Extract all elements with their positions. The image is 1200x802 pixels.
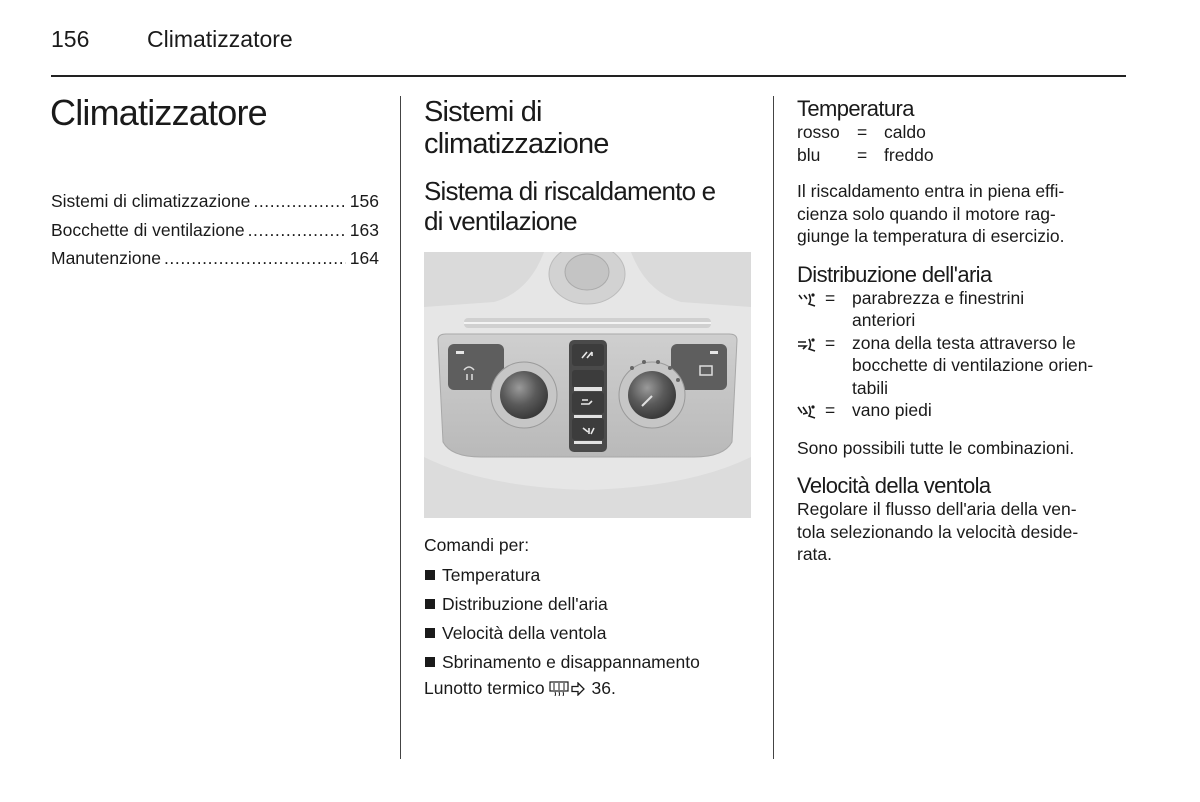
- rear-window-heater-icon: [549, 679, 569, 701]
- column-right: [797, 96, 1127, 566]
- rear-window-text: Lunotto termico: [424, 677, 545, 698]
- text-line: Il riscaldamento entra in piena effi-: [797, 181, 1065, 201]
- subsection-title: [424, 176, 754, 236]
- section-title-line1: Sistemi di: [424, 96, 542, 128]
- legend-row-blue: [797, 144, 1127, 167]
- text-line: zona della testa attraverso le: [852, 332, 1076, 353]
- climate-control-panel-photo: [424, 252, 751, 518]
- text-line: bocchette di ventilazione orien-: [852, 355, 1094, 375]
- air-distribution-item: [797, 399, 1127, 425]
- controls-intro: Comandi per:: [424, 535, 530, 555]
- rear-window-reference: [424, 677, 754, 701]
- text-line: tabili: [852, 377, 888, 398]
- list-item: [424, 619, 754, 648]
- legend-key: blu: [797, 144, 821, 165]
- toc-page: 164: [349, 248, 379, 269]
- legend-equals: =: [857, 122, 868, 142]
- text-line: parabrezza e finestrini: [852, 287, 1025, 308]
- toc-page: 156: [349, 191, 379, 211]
- item-text: [852, 332, 1127, 400]
- bullet-square-icon: [425, 570, 435, 580]
- list-item-text: Temperatura: [442, 564, 541, 585]
- air-distribution-note: Sono possibili tutte le combinazioni.: [797, 437, 1075, 458]
- toc-label: Manutenzione: [51, 248, 161, 269]
- column-middle: [424, 96, 754, 701]
- list-item: [424, 590, 754, 619]
- text-line: tola selezionando la velocità deside-: [797, 521, 1079, 542]
- legend-equals: =: [857, 144, 868, 165]
- list-item-text: Distribuzione dell'aria: [442, 593, 608, 614]
- item-text: [852, 399, 1127, 425]
- bullet-square-icon: [425, 599, 435, 609]
- text-line: Regolare il flusso dell'aria della ven-: [797, 499, 1077, 519]
- bullet-square-icon: [425, 657, 435, 667]
- legend-value: caldo: [884, 122, 926, 142]
- column-divider-left: [400, 96, 401, 759]
- toc-page: 163: [349, 219, 379, 240]
- item-text: [852, 287, 1127, 332]
- fan-speed-heading: Velocità della ventola: [797, 473, 991, 498]
- fan-speed-text: [797, 498, 1127, 566]
- legend-key: rosso: [797, 122, 840, 142]
- toc-dot-leader: [248, 216, 346, 245]
- text-line: rata.: [797, 544, 833, 564]
- text-line: anteriori: [852, 310, 916, 330]
- toc-label: Bocchette di ventilazione: [51, 219, 245, 240]
- footwell-airflow-icon: [797, 399, 825, 425]
- list-item: [424, 561, 754, 590]
- toc-entry-bocchette[interactable]: [51, 216, 379, 245]
- page-reference-arrow-icon[interactable]: [571, 679, 585, 701]
- temperature-note: [797, 180, 1127, 248]
- controls-list: [424, 561, 754, 677]
- text-line: cienza solo quando il motore rag-: [797, 203, 1056, 224]
- bullet-square-icon: [425, 628, 435, 638]
- header-rule: [51, 75, 1126, 77]
- page-number: 156: [51, 26, 90, 52]
- toc-label: Sistemi di climatizzazione: [51, 191, 251, 211]
- text-line: giunge la temperatura di esercizio.: [797, 226, 1065, 246]
- windscreen-airflow-icon: [797, 287, 825, 332]
- list-item-text: Sbrinamento e disappannamento: [442, 651, 700, 672]
- legend-row-red: [797, 121, 1127, 144]
- temperature-legend: [797, 121, 1127, 166]
- item-equals: =: [825, 332, 836, 353]
- item-equals: =: [825, 287, 836, 308]
- list-item-text: Velocità della ventola: [442, 622, 607, 643]
- legend-value: freddo: [884, 144, 934, 165]
- air-distribution-item: [797, 332, 1127, 400]
- toc-entry-manutenzione[interactable]: [51, 244, 379, 273]
- head-airflow-icon: [797, 332, 825, 400]
- rear-window-ref-page[interactable]: 36.: [591, 677, 616, 698]
- air-distribution-heading: Distribuzione dell'aria: [797, 261, 992, 287]
- running-title: Climatizzatore: [147, 26, 293, 52]
- text-line: vano piedi: [852, 400, 932, 420]
- temperature-heading: Temperatura: [797, 96, 914, 121]
- item-equals: =: [825, 400, 836, 420]
- section-title: [424, 96, 754, 160]
- toc-entry-sistemi[interactable]: [51, 187, 379, 216]
- air-distribution-item: [797, 287, 1127, 332]
- section-title-line2: climatizzazione: [424, 128, 609, 160]
- subsection-title-line1: Sistema di riscaldamento e: [424, 176, 716, 206]
- toc-dot-leader: [164, 244, 346, 273]
- column-divider-right: [773, 96, 774, 759]
- chapter-title: Climatizzatore: [50, 92, 267, 133]
- subsection-title-line2: di ventilazione: [424, 206, 577, 236]
- table-of-contents: [51, 187, 379, 273]
- list-item: [424, 648, 754, 677]
- toc-dot-leader: [253, 187, 345, 216]
